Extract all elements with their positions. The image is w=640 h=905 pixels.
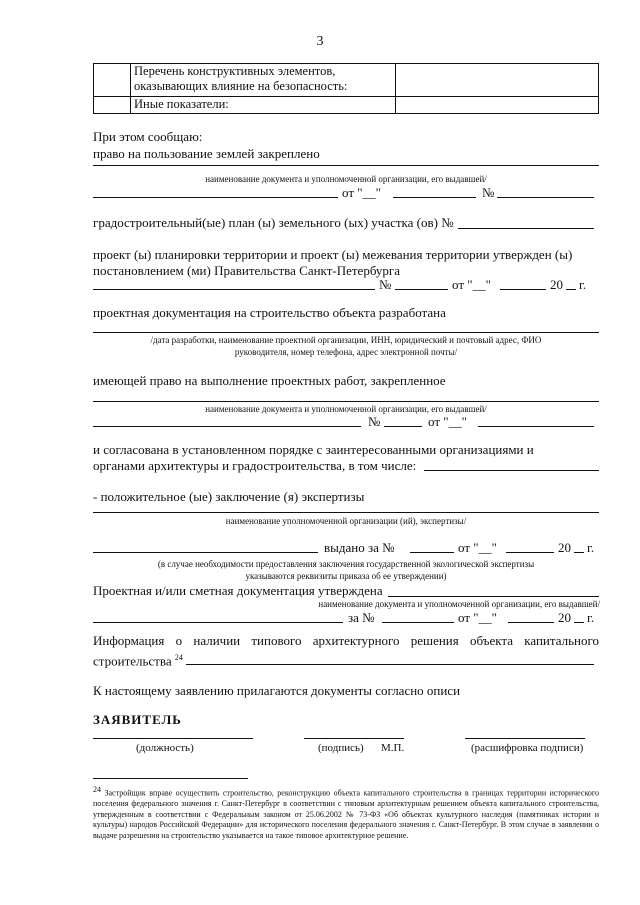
from-date-label: от "__": [452, 277, 491, 292]
approved-doc-field[interactable]: [93, 622, 343, 623]
year-prefix: 20: [550, 277, 563, 292]
gpzu-text: градостроительный(ые) план (ы) земельного (ых) участка (ов) №: [93, 215, 454, 230]
name-field[interactable]: [465, 738, 585, 739]
project-number-field[interactable]: [395, 289, 448, 290]
caption-expertise: наименование уполномоченной организации (ий), экспертизы/: [225, 516, 467, 526]
expertise-year-field[interactable]: [574, 552, 584, 553]
project-text-1: проект (ы) планировки территории и проект (ы) межевания территории утвержден (ы): [93, 247, 573, 262]
table-row: [94, 64, 599, 97]
caption-developer-2: руководителя, номер телефона, адрес электронной почты/: [234, 347, 458, 357]
project-doc-field[interactable]: [93, 289, 375, 290]
design-number-field[interactable]: [384, 426, 422, 427]
agreed-text-2: органами архитектуры и градостроительства, в том числе:: [93, 458, 417, 473]
table-cell: Иные показатели:: [131, 97, 396, 114]
signature-field[interactable]: [304, 738, 404, 739]
agreed-field[interactable]: [424, 470, 599, 471]
number-label: №: [482, 185, 495, 200]
footnote-text: Застройщик вправе осуществить строительство, реконструкцию объекта капитального строительства в границах территории исторического поселения федерального значения г. Санкт-Петербург в соответствии с типовым архитектурным решением объекта капитального строительства, утвержденным в соответствии с Федеральным законом от 25.06.2002 № 73-ФЗ «Об объектах культурного наследия (памятниках истории и культуры) народов Российской Федерации» для исторического поселения федерального значения г. Санкт-Петербург. В этом случае в заявлении о выдаче разрешения на строительство указывается на такое типовое архитектурное решение.: [93, 788, 600, 840]
design-doc-field[interactable]: [93, 426, 361, 427]
approved-date-field[interactable]: [508, 622, 554, 623]
from-date-label: от "__": [458, 610, 497, 625]
land-number-field[interactable]: [497, 197, 594, 198]
footnote-number: 24: [93, 785, 101, 794]
characteristics-table: [93, 63, 599, 114]
design-doc-text: проектная документация на строительство объекта разработана: [93, 305, 446, 320]
expertise-number-field[interactable]: [410, 552, 454, 553]
info-text-1: Информация о наличии типового архитектурного решения объекта капитального: [93, 633, 599, 648]
info-text-2-label: строительства: [93, 653, 172, 669]
number-label: №: [379, 277, 392, 292]
for-number-label: за №: [348, 610, 375, 625]
project-approved-field[interactable]: [388, 596, 599, 597]
expertise-text: - положительное (ые) заключение (я) экспертизы: [93, 489, 365, 504]
sig-sign-label: (подпись): [318, 742, 364, 754]
table-cell: [396, 97, 599, 114]
design-date-field[interactable]: [478, 426, 594, 427]
info-field[interactable]: [186, 664, 594, 665]
number-label: №: [368, 414, 381, 429]
year-suffix: г.: [587, 610, 595, 625]
project-year-field[interactable]: [566, 289, 576, 290]
from-date-label: от "__": [458, 540, 497, 555]
right-design-text: имеющей право на выполнение проектных работ, закрепленное: [93, 373, 446, 388]
table-cell: [94, 64, 131, 97]
stamp-label: М.П.: [381, 742, 405, 754]
table-cell: [396, 64, 599, 97]
table-row: [94, 97, 599, 114]
year-suffix: г.: [587, 540, 595, 555]
land-right-text: право на пользование землей закреплено: [93, 146, 320, 161]
issued-for-label: выдано за №: [324, 540, 395, 555]
from-date-label: от "__": [428, 414, 467, 429]
project-text-2: постановлением (ми) Правительства Санкт-Петербурга: [93, 263, 401, 278]
table-cell: Перечень конструктивных элементов, оказывающих влияние на безопасность:: [131, 64, 396, 97]
caption-developer-1: /дата разработки, наименование проектной организации, ИНН, юридический и почтовый адрес, ФИО: [150, 335, 542, 345]
footnote: [93, 785, 599, 841]
footnote-separator: [93, 778, 248, 779]
year-prefix: 20: [558, 610, 571, 625]
caption-doc-3: наименование документа и уполномоченной организации, его выдавшей/: [318, 599, 600, 609]
caption-eco-1: (в случае необходимости предоставления заключения государственной экологической экспертизы: [157, 559, 535, 569]
land-date-field[interactable]: [393, 197, 476, 198]
project-doc-text: Проектная и/или сметная документация утверждена: [93, 583, 383, 598]
attach-text: К настоящему заявлению прилагаются документы согласно описи: [93, 683, 461, 698]
expertise-line[interactable]: [93, 512, 599, 513]
caption-doc-2: наименование документа и уполномоченной организации, его выдавшей/: [205, 404, 487, 414]
applicant-heading: ЗАЯВИТЕЛЬ: [93, 712, 182, 727]
gpzu-number-field[interactable]: [458, 228, 594, 229]
agreed-text-1: и согласована в установленном порядке с заинтересованными организациями и: [93, 442, 534, 457]
sig-position-label: (должность): [136, 742, 194, 754]
design-right-line[interactable]: [93, 401, 599, 402]
approved-year-field[interactable]: [574, 622, 584, 623]
developer-line[interactable]: [93, 332, 599, 333]
expertise-date-field[interactable]: [506, 552, 554, 553]
year-prefix: 20: [558, 540, 571, 555]
info-text-2: [93, 650, 183, 669]
land-doc-field[interactable]: [93, 197, 338, 198]
table-cell: [94, 97, 131, 114]
footnote-ref: 24: [174, 653, 183, 662]
position-field[interactable]: [93, 738, 253, 739]
caption-doc-1: наименование документа и уполномоченной организации, его выдавшей/: [205, 174, 487, 184]
sig-name-label: (расшифровка подписи): [471, 742, 584, 754]
year-suffix: г.: [579, 277, 587, 292]
project-date-field[interactable]: [500, 289, 546, 290]
intro-text: При этом сообщаю:: [93, 129, 203, 144]
caption-eco-2: указываются реквизиты приказа об ее утверждении): [245, 571, 447, 581]
approved-number-field[interactable]: [382, 622, 454, 623]
land-doc-line[interactable]: [93, 165, 599, 166]
expertise-org-field[interactable]: [93, 552, 318, 553]
from-date-label: от "__": [342, 185, 381, 200]
page-number: 3: [316, 34, 324, 49]
